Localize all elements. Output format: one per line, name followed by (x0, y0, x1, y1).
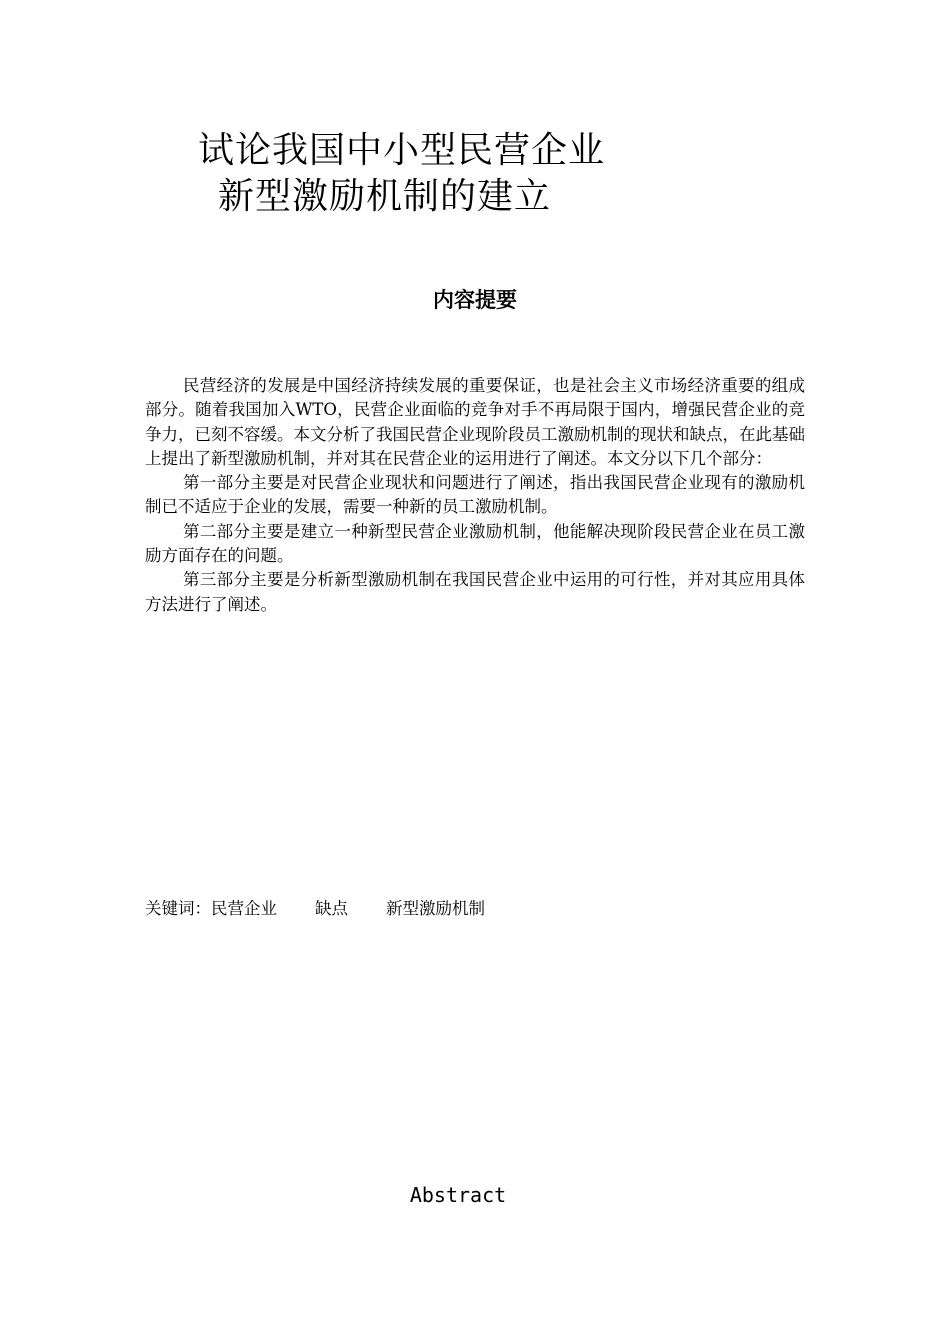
abstract-paragraph-part-3: 第三部分主要是分析新型激励机制在我国民营企业中运用的可行性，并对其应用具体方法进行了阐述。 (145, 570, 805, 614)
keywords-label: 关键词： (145, 899, 211, 918)
title-line-2: 新型激励机制的建立 (218, 176, 552, 217)
abstract-paragraph-part-1: 第一部分主要是对民营企业现状和问题进行了阐述，指出我国民营企业现有的激励机制已不适应于企业的发展，需要一种新的员工激励机制。 (145, 473, 805, 517)
keywords-line (145, 897, 485, 921)
title-line-1: 试论我国中小型民营企业 (198, 130, 606, 171)
abstract-heading: 内容提要 (433, 288, 517, 312)
abstract-paragraph-part-2: 第二部分主要是建立一种新型民营企业激励机制，他能解决现阶段民营企业在员工激励方面存在的问题。 (145, 521, 805, 566)
keyword-item: 缺点 (315, 899, 348, 918)
english-abstract-heading: Abstract (409, 1183, 507, 1207)
abstract-paragraph-intro: 民营经济的发展是中国经济持续发展的重要保证，也是社会主义市场经济重要的组成部分。随着我国加入WTO，民营企业面临的竞争对手不再局限于国内，增强民营企业的竞争力，已刻不容缓。本文分析了我国民营企业现阶段员工激励机制的现状和缺点，在此基础上提出了新型激励机制，并对其在民营企业的运用进行了阐述。本文分以下几个部分： (145, 376, 805, 468)
keyword-item: 新型激励机制 (386, 899, 485, 918)
abstract-body (145, 374, 805, 617)
keyword-item: 民营企业 (211, 899, 277, 918)
